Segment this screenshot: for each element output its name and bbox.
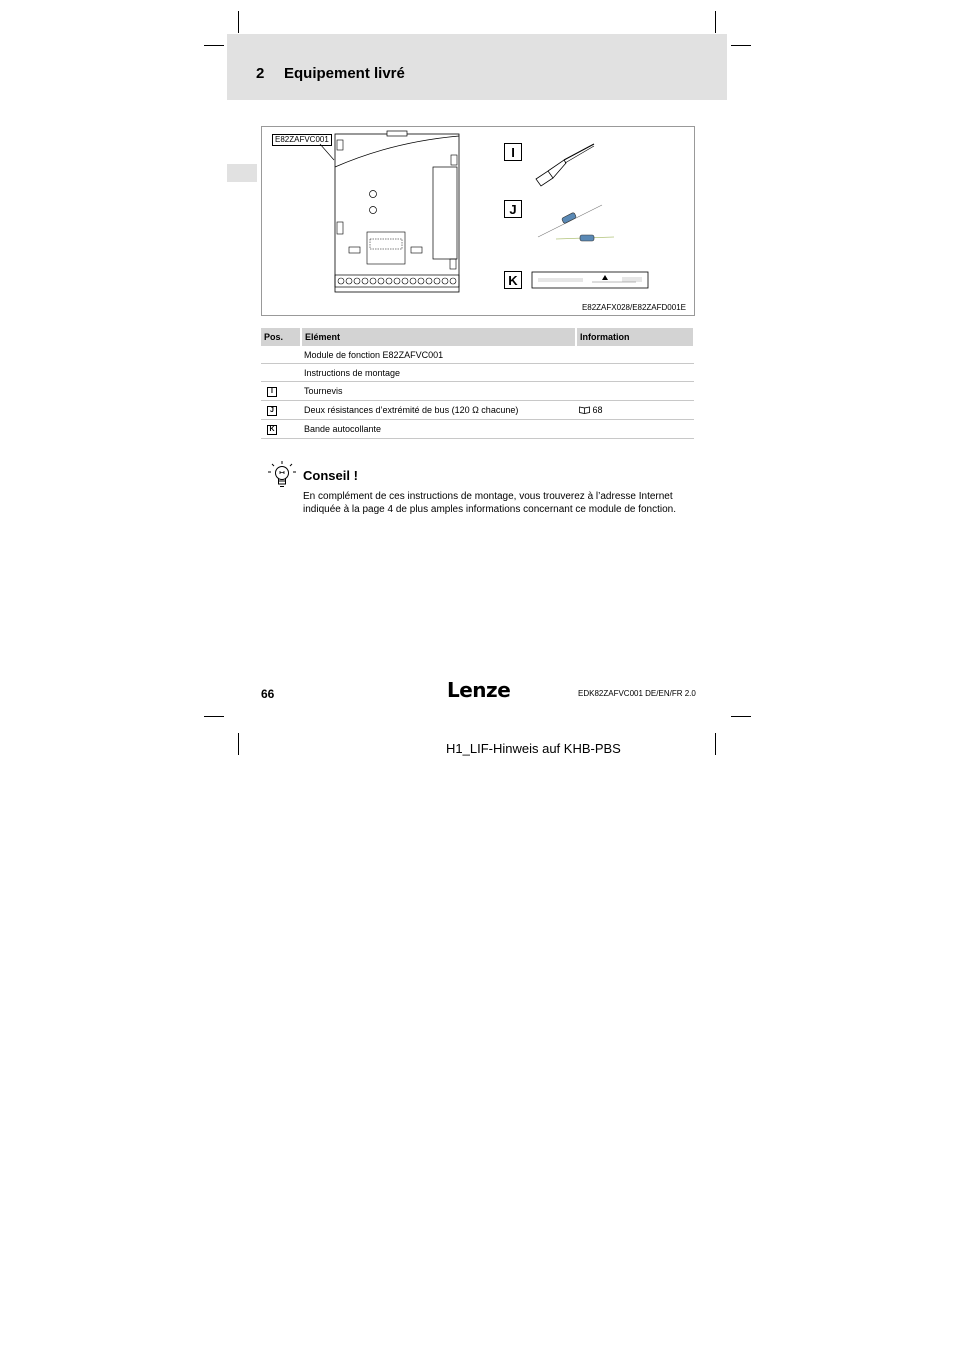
pos-cell — [261, 346, 301, 364]
chapter-title: Equipement livré — [284, 65, 405, 82]
page-reference[interactable]: 68 — [592, 405, 603, 415]
document-reference: EDK82ZAFVC001 DE/EN/FR 2.0 — [578, 689, 696, 698]
info-cell — [576, 382, 694, 401]
pos-cell — [261, 401, 301, 420]
table-row — [261, 346, 694, 364]
pos-letter: K — [267, 425, 277, 435]
table-row — [261, 382, 694, 401]
info-cell — [576, 364, 694, 382]
pos-cell — [261, 364, 301, 382]
pos-letter: I — [267, 387, 277, 397]
bottom-caption: H1_LIF-Hinweis auf KHB-PBS — [446, 741, 621, 756]
position-letter-i: I — [504, 143, 522, 161]
table-row — [261, 420, 694, 439]
position-letter-j: J — [504, 200, 522, 218]
page-number: 66 — [261, 687, 275, 701]
crop-mark — [238, 733, 239, 755]
crop-mark — [204, 45, 224, 46]
table-header-row — [261, 328, 694, 346]
element-cell: Instructions de montage — [301, 364, 576, 382]
position-letter-k: K — [504, 271, 522, 289]
book-icon — [579, 406, 590, 414]
info-cell — [576, 420, 694, 439]
element-cell: Tournevis — [301, 382, 576, 401]
chapter-number: 2 — [256, 65, 265, 82]
pos-letter: J — [267, 406, 277, 416]
delivery-figure — [261, 126, 695, 316]
column-header-pos: Pos. — [261, 328, 301, 346]
info-cell — [576, 346, 694, 364]
column-header-information: Information — [576, 328, 694, 346]
crop-mark — [715, 733, 716, 755]
tip-title: Conseil ! — [303, 468, 358, 483]
table-row — [261, 364, 694, 382]
info-cell — [576, 401, 694, 420]
resistors-icon — [538, 205, 614, 241]
lightbulb-icon — [266, 460, 296, 490]
element-cell: Bande autocollante — [301, 420, 576, 439]
figure-reference: E82ZAFX028/E82ZAFD001E — [581, 303, 686, 312]
table-row — [261, 401, 694, 420]
adhesive-strip-icon — [532, 272, 648, 288]
crop-mark — [204, 716, 224, 717]
crop-mark — [731, 716, 751, 717]
element-cell: Deux résistances d’extrémité de bus (120 Ω chacune) — [301, 401, 576, 420]
crop-mark — [731, 45, 751, 46]
module-drawing — [262, 127, 694, 315]
crop-mark — [238, 11, 239, 33]
pos-cell — [261, 382, 301, 401]
tip-text: En complément de ces instructions de montage, vous trouverez à l’adresse Internet indiquée à la page 4 de plus amples informations concernant ce module de fonction. — [303, 491, 677, 516]
pos-cell — [261, 420, 301, 439]
items-table — [261, 328, 695, 439]
element-cell: Module de fonction E82ZAFVC001 — [301, 346, 576, 364]
screwdriver-icon — [536, 144, 594, 186]
side-tab — [227, 164, 257, 182]
lenze-logo: Lenze — [447, 678, 511, 702]
crop-mark — [715, 11, 716, 33]
module-label: E82ZAFVC001 — [272, 134, 332, 146]
column-header-element: Elément — [301, 328, 576, 346]
